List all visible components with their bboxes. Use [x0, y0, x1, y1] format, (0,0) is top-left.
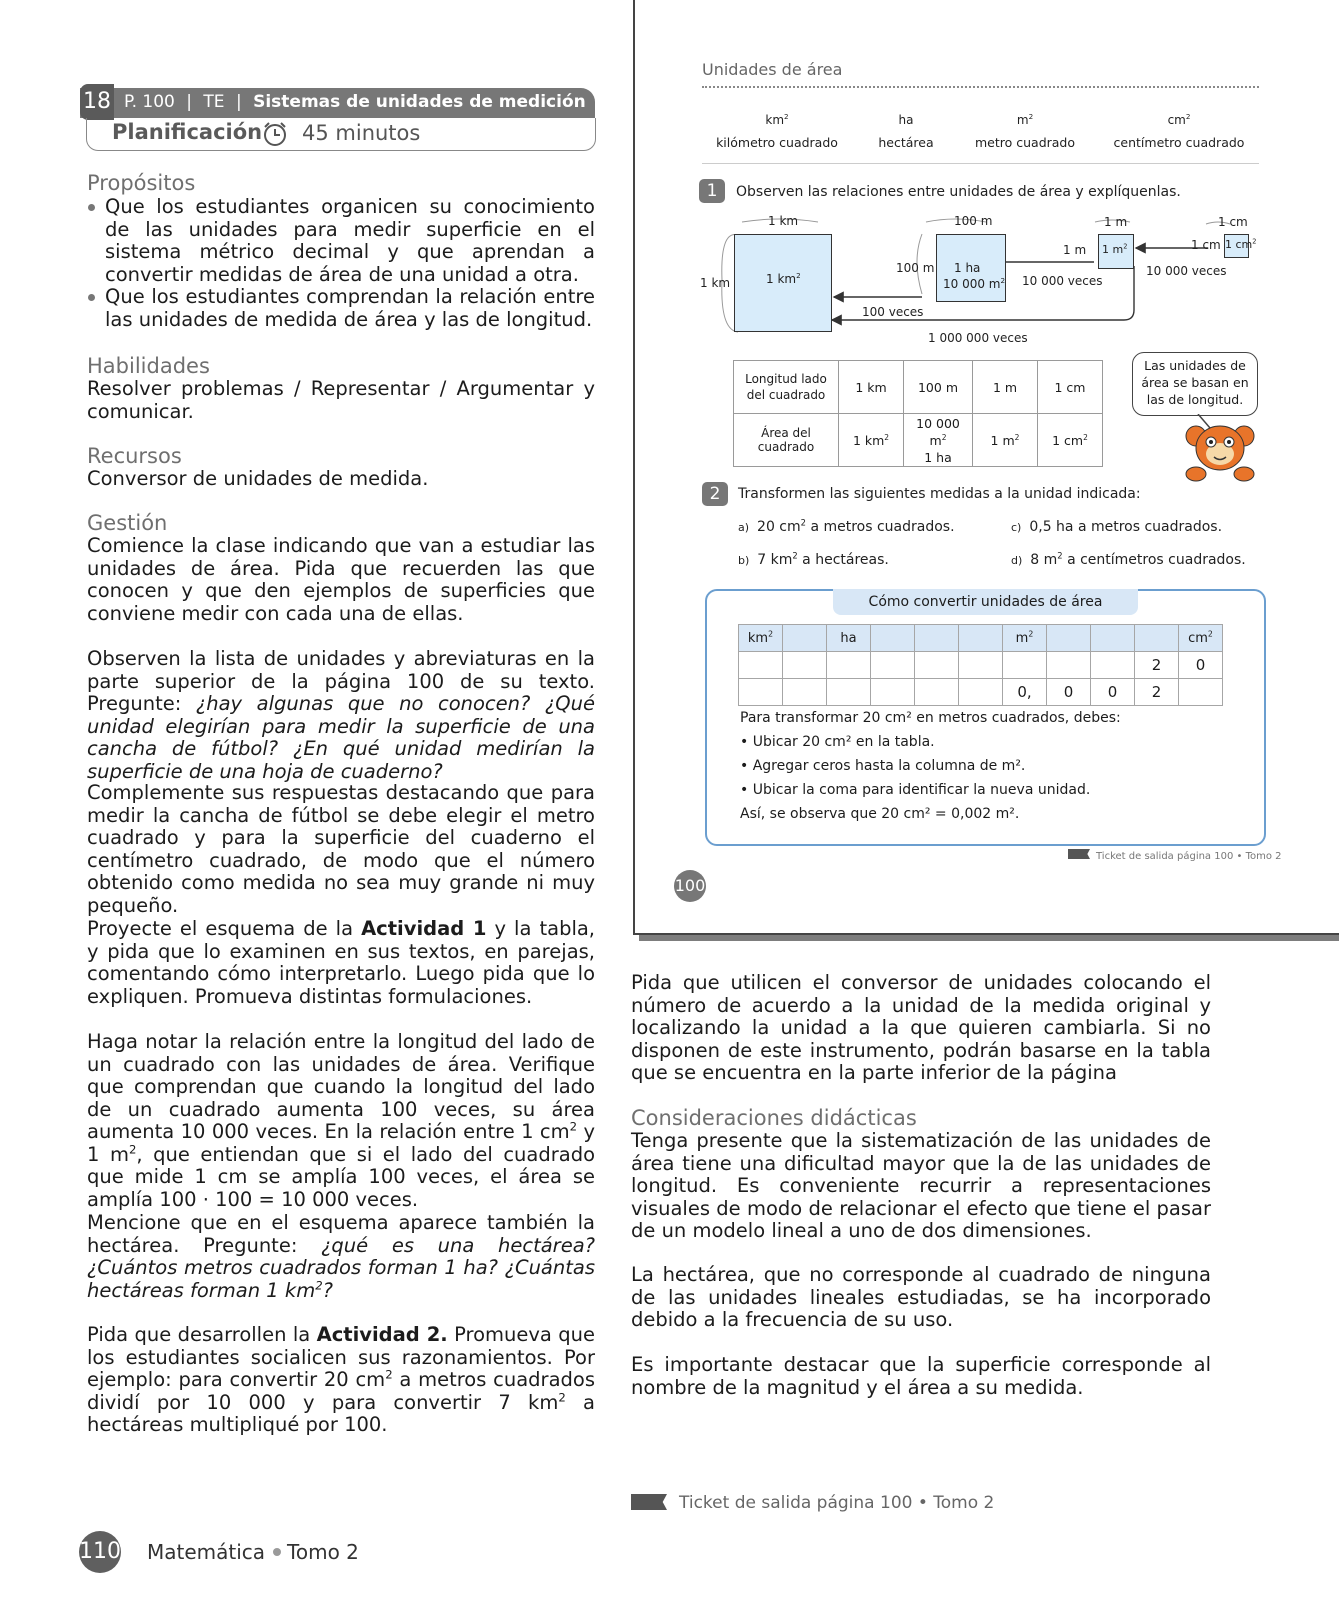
conv-cell: 2: [1135, 652, 1179, 679]
conv-cell: [739, 679, 783, 706]
conv-cell: [827, 679, 871, 706]
gestion-p5-text: , que entiendan que si el lado del cuadrado que mide 1 cm se amplía 100 veces, el área se amplía 100 · 100 = 10 000 veces.: [87, 1142, 595, 1211]
consideraciones-title: Consideraciones didácticas: [631, 1106, 917, 1130]
monkey-mascot-icon: [1182, 414, 1262, 484]
gestion-p2-question: ¿hay algunas que no conocen? ¿Qué unidad elegirían para medir la superficie de una cancha de fútbol? ¿En qué unidad medirían la superficie de una hoja de cuaderno?: [87, 692, 595, 783]
gestion-p7-text: Pida que desarrollen la: [87, 1323, 317, 1346]
gestion-p7-text: a hectáreas multipliqué por 100.: [87, 1390, 595, 1436]
activity-2-item: c) 0,5 ha a metros cuadrados.: [1011, 519, 1223, 535]
square-m-area: 1 $m^2$: [1102, 242, 1128, 256]
gestion-p2-text: Observen la lista de unidades y abreviaturas en la parte superior de la página 100 de su texto. Pregunte:: [87, 647, 595, 715]
conv-cell: 0: [1047, 679, 1091, 706]
subject: Matemática: [147, 1540, 266, 1564]
relation-cell: 10 000 $m^2$ 1 ha: [904, 414, 973, 467]
right-p3: La hectárea, que no corresponde al cuadrado de ninguna de las unidades lineales estudiadas, se ha incorporado debido a la frecuencia de su uso.: [631, 1263, 1211, 1331]
habilidades-text: Resolver problemas / Representar / Argumentar y comunicar.: [87, 377, 595, 423]
conv-head-cell: $cm^2$: [1179, 625, 1223, 652]
conv-head-cell: [959, 625, 1003, 652]
textbook-title: Unidades de área: [702, 60, 843, 79]
relation-table: [733, 360, 1103, 467]
conv-cell: [959, 652, 1003, 679]
activity-2-number: 2: [702, 482, 728, 506]
square-cm-side: 1 cm: [1218, 215, 1248, 229]
gestion-p5: Haga notar la relación entre la longitud del lado de un cuadrado con las unidades de área. Verifique que comprendan que cuando la longitud del lado de un cuadrado aumenta 100 veces, su área aumenta 10 000 veces. En la relación entre 1 $cm^2$ y 1 $m^2$, que entiendan que si el lado del cuadrado que mide 1 cm se amplía 100 veces, el área se amplía 100 · 100 = 10 000 veces.: [87, 1030, 595, 1211]
conv-cell: [739, 652, 783, 679]
textbook-page-number: 100: [674, 870, 706, 902]
volume: Tomo 2: [287, 1540, 359, 1564]
conversion-line: Para transformar 20 cm² en metros cuadrados, debes:: [740, 710, 1121, 726]
square-hm-side: 100 m: [896, 261, 935, 275]
alarm-clock-icon: [262, 121, 288, 147]
conv-head-cell: $m^2$: [1003, 625, 1047, 652]
conv-cell: [871, 652, 915, 679]
hectare-label: 1 ha: [954, 261, 981, 275]
unit-name: centímetro cuadrado: [1113, 135, 1245, 150]
conv-cell: [783, 679, 827, 706]
conv-cell: 0: [1091, 679, 1135, 706]
activity-ref: Actividad 1: [361, 917, 487, 940]
square-km-side: 1 km: [700, 276, 731, 290]
relation-cell: 1 m: [973, 361, 1038, 414]
gestion-p6-question: ¿qué es una hectárea? ¿Cuántos metros cuadrados forman 1 ha? ¿Cuántas hectáreas forman 1 $km^2$?: [87, 1233, 595, 1302]
textbook-ticket-label: Ticket de salida página 100 • Tomo 2: [1096, 851, 1282, 862]
textbook-ticket: [1068, 849, 1282, 862]
activity-2-item: d) 8 $m^2$ a centímetros cuadrados.: [1011, 550, 1246, 568]
relation-cell: 1 cm: [1038, 361, 1103, 414]
conv-cell: 0: [1179, 652, 1223, 679]
conv-cell: [1179, 679, 1223, 706]
conversion-row: [739, 652, 1223, 679]
relation-row-head: Longitud lado del cuadrado: [734, 361, 839, 414]
conv-cell: [1091, 652, 1135, 679]
conv-head-cell: [1135, 625, 1179, 652]
unit-name: hectárea: [878, 135, 934, 150]
conversion-line: Así, se observa que 20 cm² = 0,002 m².: [740, 806, 1020, 822]
gestion-p7: Pida que desarrollen la Actividad 2. Promueva que los estudiantes socialicen sus razonamientos. Por ejemplo: para convertir 20 $cm^2$ a metros cuadrados dividí por 10 000 y para convertir 7 $km^2$ a hectáreas multipliqué por 100.: [87, 1323, 595, 1436]
activity-2-item: a) 20 $cm^2$ a metros cuadrados.: [738, 517, 955, 535]
proposito-item: Que los estudiantes organicen su conocimiento de las unidades para medir superficie en el sistema métrico decimal y que aprendan a convertir medidas de área de una unidad a otra.: [105, 195, 595, 286]
activity-1-number: 1: [699, 179, 725, 203]
gestion-p5-text: y 1 m: [87, 1120, 595, 1166]
header-text: P. 100 | TE | Sistemas de unidades de medición: [124, 92, 586, 112]
gestion-p7-text: Promueva que los estudiantes socialicen sus razonamientos. Por ejemplo: para convertir 20 cm: [87, 1323, 595, 1391]
gestion-title: Gestión: [87, 511, 168, 535]
conversion-row: [739, 679, 1223, 706]
relation-cell: 1 km: [839, 361, 904, 414]
conversion-step: • Ubicar 20 cm² en la tabla.: [740, 734, 935, 750]
conv-head-cell: $km^2$: [739, 625, 783, 652]
arrow-label: 10 000 veces: [1022, 274, 1103, 288]
conv-cell: [1047, 652, 1091, 679]
conv-cell: [783, 652, 827, 679]
conv-head-cell: [783, 625, 827, 652]
page-number: 110: [79, 1531, 121, 1573]
conversion-header-row: [739, 625, 1223, 652]
conv-cell: [915, 679, 959, 706]
conversion-table: [738, 624, 1223, 706]
units-divider: [702, 163, 1259, 164]
relation-cell: 1 $m^2$: [973, 414, 1038, 467]
relation-row-head: Área del cuadrado: [734, 414, 839, 467]
arrow-label: 1 000 000 veces: [928, 331, 1028, 345]
right-p4: Es importante destacar que la superficie corresponde al nombre de la magnitud y el área a su medida.: [631, 1353, 1211, 1399]
ticket-icon: [1068, 849, 1090, 859]
gestion-p6-text: Mencione que en el esquema aparece también la hectárea. Pregunte:: [87, 1211, 595, 1257]
conv-head-cell: [1047, 625, 1091, 652]
conv-cell: 2: [1135, 679, 1179, 706]
square-km-area: 1 $km^2$: [766, 271, 801, 286]
duration: 45 minutos: [302, 121, 421, 145]
hectare-area: 10 000 $m^2$: [943, 276, 1006, 291]
square-m-side: 1 m: [1063, 243, 1087, 257]
conv-cell: 0,: [1003, 679, 1047, 706]
relation-cell: 100 m: [904, 361, 973, 414]
gestion-p6: [87, 1212, 595, 1302]
square-km-side: 1 km: [768, 214, 799, 228]
unit-symbol: $m^2$: [1016, 112, 1034, 127]
relation-cell: 1 $km^2$: [839, 414, 904, 467]
activity-1-text: Observen las relaciones entre unidades de área y explíquenlas.: [736, 184, 1181, 200]
unit-name: metro cuadrado: [974, 135, 1076, 150]
conversion-instructions: [740, 706, 1121, 826]
topic: Sistemas de unidades de medición: [253, 92, 586, 112]
edition: TE: [203, 92, 225, 112]
unit-name: kilómetro cuadrado: [716, 135, 838, 150]
proposito-item: Que los estudiantes comprendan la relación entre las unidades de medida de área y las de longitud.: [105, 285, 595, 331]
conv-head-cell: [915, 625, 959, 652]
conv-cell: [959, 679, 1003, 706]
conv-head-cell: [1091, 625, 1135, 652]
arrow-label: 100 veces: [862, 305, 924, 319]
relation-cell: 1 $cm^2$: [1038, 414, 1103, 467]
recursos-text: Conversor de unidades de medida.: [87, 467, 429, 490]
square-cm-side: 1 cm: [1191, 238, 1221, 252]
planning-label: Planificación: [112, 120, 263, 144]
conversion-step: • Ubicar la coma para identificar la nueva unidad.: [740, 782, 1091, 798]
activity-ref: Actividad 2.: [316, 1323, 448, 1346]
propositos-list: [87, 196, 595, 331]
unit-symbol: $cm^2$: [1167, 112, 1191, 127]
speech-bubble: Las unidades de área se basan en las de longitud.: [1132, 352, 1258, 416]
arrow-label: 10 000 veces: [1146, 264, 1227, 278]
habilidades-title: Habilidades: [87, 354, 210, 378]
exit-ticket-label: Ticket de salida página 100 • Tomo 2: [679, 1493, 995, 1513]
exit-ticket: [631, 1493, 994, 1513]
footer-text: [147, 1540, 359, 1564]
conversion-title: Cómo convertir unidades de área: [833, 589, 1138, 615]
footer-dot: [273, 1548, 281, 1556]
gestion-p3: Complemente sus respuestas destacando que para medir la cancha de fútbol se debe elegir el metro cuadrado y para la superficie del cuaderno el centímetro cuadrado, de modo que el número obtenido como medida no sea muy grande ni muy pequeño.: [87, 781, 595, 917]
recursos-title: Recursos: [87, 444, 182, 468]
gestion-p4-text: y la tabla, y pida que lo examinen en sus textos, en parejas, comentando cómo interpretarlo. Luego pida que lo expliquen. Promueva distintas formulaciones.: [87, 917, 596, 1008]
right-p2: Tenga presente que la sistematización de las unidades de área tiene una dificultad mayor que la de las unidades de longitud. Es conveniente recurrir a representaciones visuales de modo de relacionar el efecto que tiene el pasar de un modelo lineal a uno de dos dimensiones.: [631, 1129, 1211, 1242]
gestion-p7-text: a metros cuadrados dividí por 10 000 y para convertir 7 km: [87, 1368, 595, 1414]
gestion-p4: [87, 918, 595, 1008]
gestion-p4-text: Proyecte el esquema de la: [87, 917, 362, 940]
right-p1: Pida que utilicen el conversor de unidades colocando el número de acuerdo a la unidad de la medida original y localizando la unidad a la que quieren cambiarla. Si no disponen de este instrumento, podrán basarse en la tabla que se encuentra en la parte inferior de la página: [631, 971, 1211, 1084]
ticket-icon: [631, 1494, 667, 1510]
gestion-p2: [87, 648, 595, 783]
conv-cell: [1003, 652, 1047, 679]
conv-head-cell: [871, 625, 915, 652]
unit-symbol: $km^2$: [765, 112, 789, 127]
conv-cell: [827, 652, 871, 679]
square-hm-side: 100 m: [954, 214, 993, 228]
conv-cell: [871, 679, 915, 706]
lesson-number: 18: [80, 84, 114, 120]
unit-symbol: ha: [898, 113, 914, 127]
activity-2-item: b) 7 $km^2$ a hectáreas.: [738, 550, 889, 568]
conversion-step: • Agregar ceros hasta la columna de m².: [740, 758, 1026, 774]
dotted-divider: [702, 86, 1259, 88]
page-ref: P. 100: [124, 92, 175, 112]
propositos-title: Propósitos: [87, 171, 196, 195]
conv-cell: [915, 652, 959, 679]
conv-head-cell: ha: [827, 625, 871, 652]
activity-2-text: Transformen las siguientes medidas a la unidad indicada:: [738, 486, 1141, 502]
gestion-p1: Comience la clase indicando que van a estudiar las unidades de área. Pida que recuerden las que conocen y que den ejemplos de superficies que conviene medir con cada una de ellas.: [87, 534, 595, 625]
square-m-side: 1 m: [1104, 215, 1128, 229]
gestion-p5-text: Haga notar la relación entre la longitud del lado de un cuadrado con las unidades de área. Verifique que comprendan que cuando la longitud del lado de un cuadrado aumenta 100 veces, su área aumenta 10 000 veces. En la relación entre 1 cm: [87, 1030, 595, 1143]
square-cm-area: 1 $cm^2$: [1225, 237, 1257, 251]
